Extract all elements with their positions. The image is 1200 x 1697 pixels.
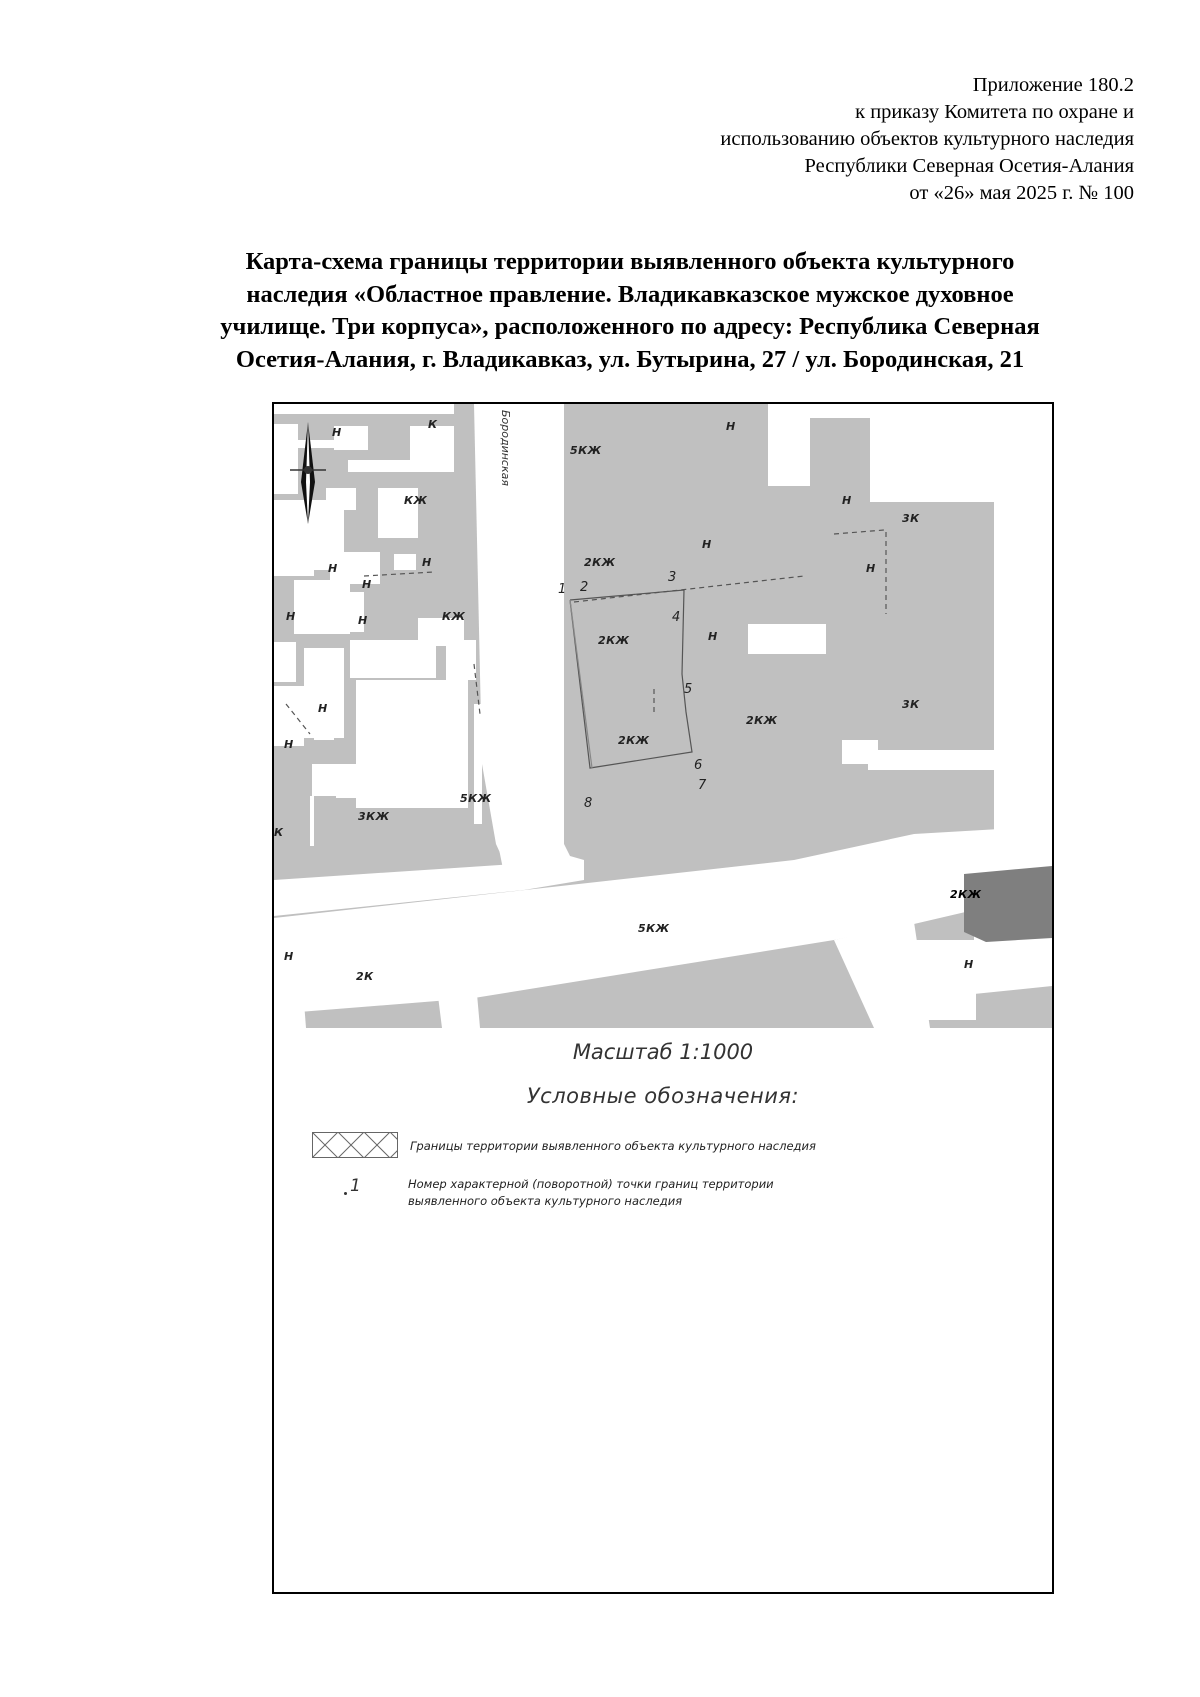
building-label: Н	[358, 614, 368, 627]
building-label: Н	[318, 702, 328, 715]
appendix-line-2: к приказу Комитета по охране и	[855, 101, 1134, 123]
appendix-line-5: от «26» мая 2025 г. № 100	[909, 182, 1134, 204]
map-bottom-edge	[274, 1028, 1052, 1029]
map-scale: Масштаб 1:1000	[572, 1040, 754, 1064]
map-frame	[272, 402, 1054, 1594]
building-label-highlighted: 2КЖ	[950, 888, 982, 901]
building-label: Н	[702, 538, 712, 551]
building-label: Н	[328, 562, 338, 575]
boundary-point-4: 4	[672, 610, 681, 625]
building-label: 5КЖ	[638, 922, 670, 935]
boundary-point-1: 1	[558, 582, 567, 597]
boundary-point-2: 2	[580, 580, 589, 595]
building-label: Н	[708, 630, 718, 643]
boundary-hatch-icon	[312, 1132, 398, 1158]
building-label: КЖ	[404, 494, 428, 507]
document-title	[140, 246, 1120, 376]
building-label: Н	[286, 610, 296, 623]
building-label: КЖ	[442, 610, 466, 623]
street-name-borodinskaya: Бородинская	[499, 410, 512, 486]
building-label: 2КЖ	[618, 734, 650, 747]
legend-point-text	[408, 1176, 774, 1210]
appendix-header	[434, 72, 1134, 207]
boundary-point-6: 6	[694, 758, 703, 773]
boundary-point-8: 8	[584, 796, 593, 811]
legend-boundary-text: Границы территории выявленного объекта культурного наследия	[410, 1139, 816, 1153]
building-label: Н	[284, 738, 294, 751]
legend-point-dot	[344, 1192, 347, 1195]
boundary-point-5: 5	[684, 682, 693, 697]
boundary-point-7: 7	[698, 778, 707, 793]
building-label: 2К	[356, 970, 374, 983]
title-line-3: училище. Три корпуса», расположенного по адресу: Республика Северная	[220, 313, 1040, 340]
building-label: Н	[332, 426, 342, 439]
building-label: 3К	[902, 512, 920, 525]
building-label: Н	[422, 556, 432, 569]
legend-point-text-line-1: Номер характерной (поворотной) точки границ территории	[408, 1177, 774, 1191]
building-label: Н	[842, 494, 852, 507]
legend-point-number: 1	[350, 1176, 361, 1196]
building-label: Н	[284, 950, 294, 963]
building-label: Н	[964, 958, 974, 971]
building-label: 2КЖ	[584, 556, 616, 569]
building-label: Н	[866, 562, 876, 575]
building-label: Н	[362, 578, 372, 591]
building-label: 2КЖ	[598, 634, 630, 647]
legend-point-text-line-2: выявленного объекта культурного наследия	[408, 1194, 683, 1208]
highlight-building	[964, 866, 1052, 942]
building-label: Н	[726, 420, 736, 433]
title-line-1: Карта-схема границы территории выявленного объекта культурного	[245, 248, 1015, 275]
building-label: К	[274, 826, 284, 839]
legend-title: Условные обозначения:	[526, 1084, 800, 1108]
building-label: 2КЖ	[746, 714, 778, 727]
building-label: К	[428, 418, 438, 431]
appendix-line-4: Республики Северная Осетия-Алания	[804, 155, 1134, 177]
appendix-line-3: использованию объектов культурного наследия	[720, 128, 1134, 150]
appendix-line-1: Приложение 180.2	[972, 74, 1134, 96]
title-line-4: Осетия-Алания, г. Владикавказ, ул. Бутырина, 27 / ул. Бородинская, 21	[235, 345, 1025, 373]
building-label: 5КЖ	[460, 792, 492, 805]
boundary-point-3: 3	[668, 570, 677, 585]
building-label: 5КЖ	[570, 444, 602, 457]
building-label: 3КЖ	[358, 810, 390, 823]
title-line-2: наследия «Областное правление. Владикавказское мужское духовное	[246, 280, 1014, 308]
building-label: 3К	[902, 698, 920, 711]
